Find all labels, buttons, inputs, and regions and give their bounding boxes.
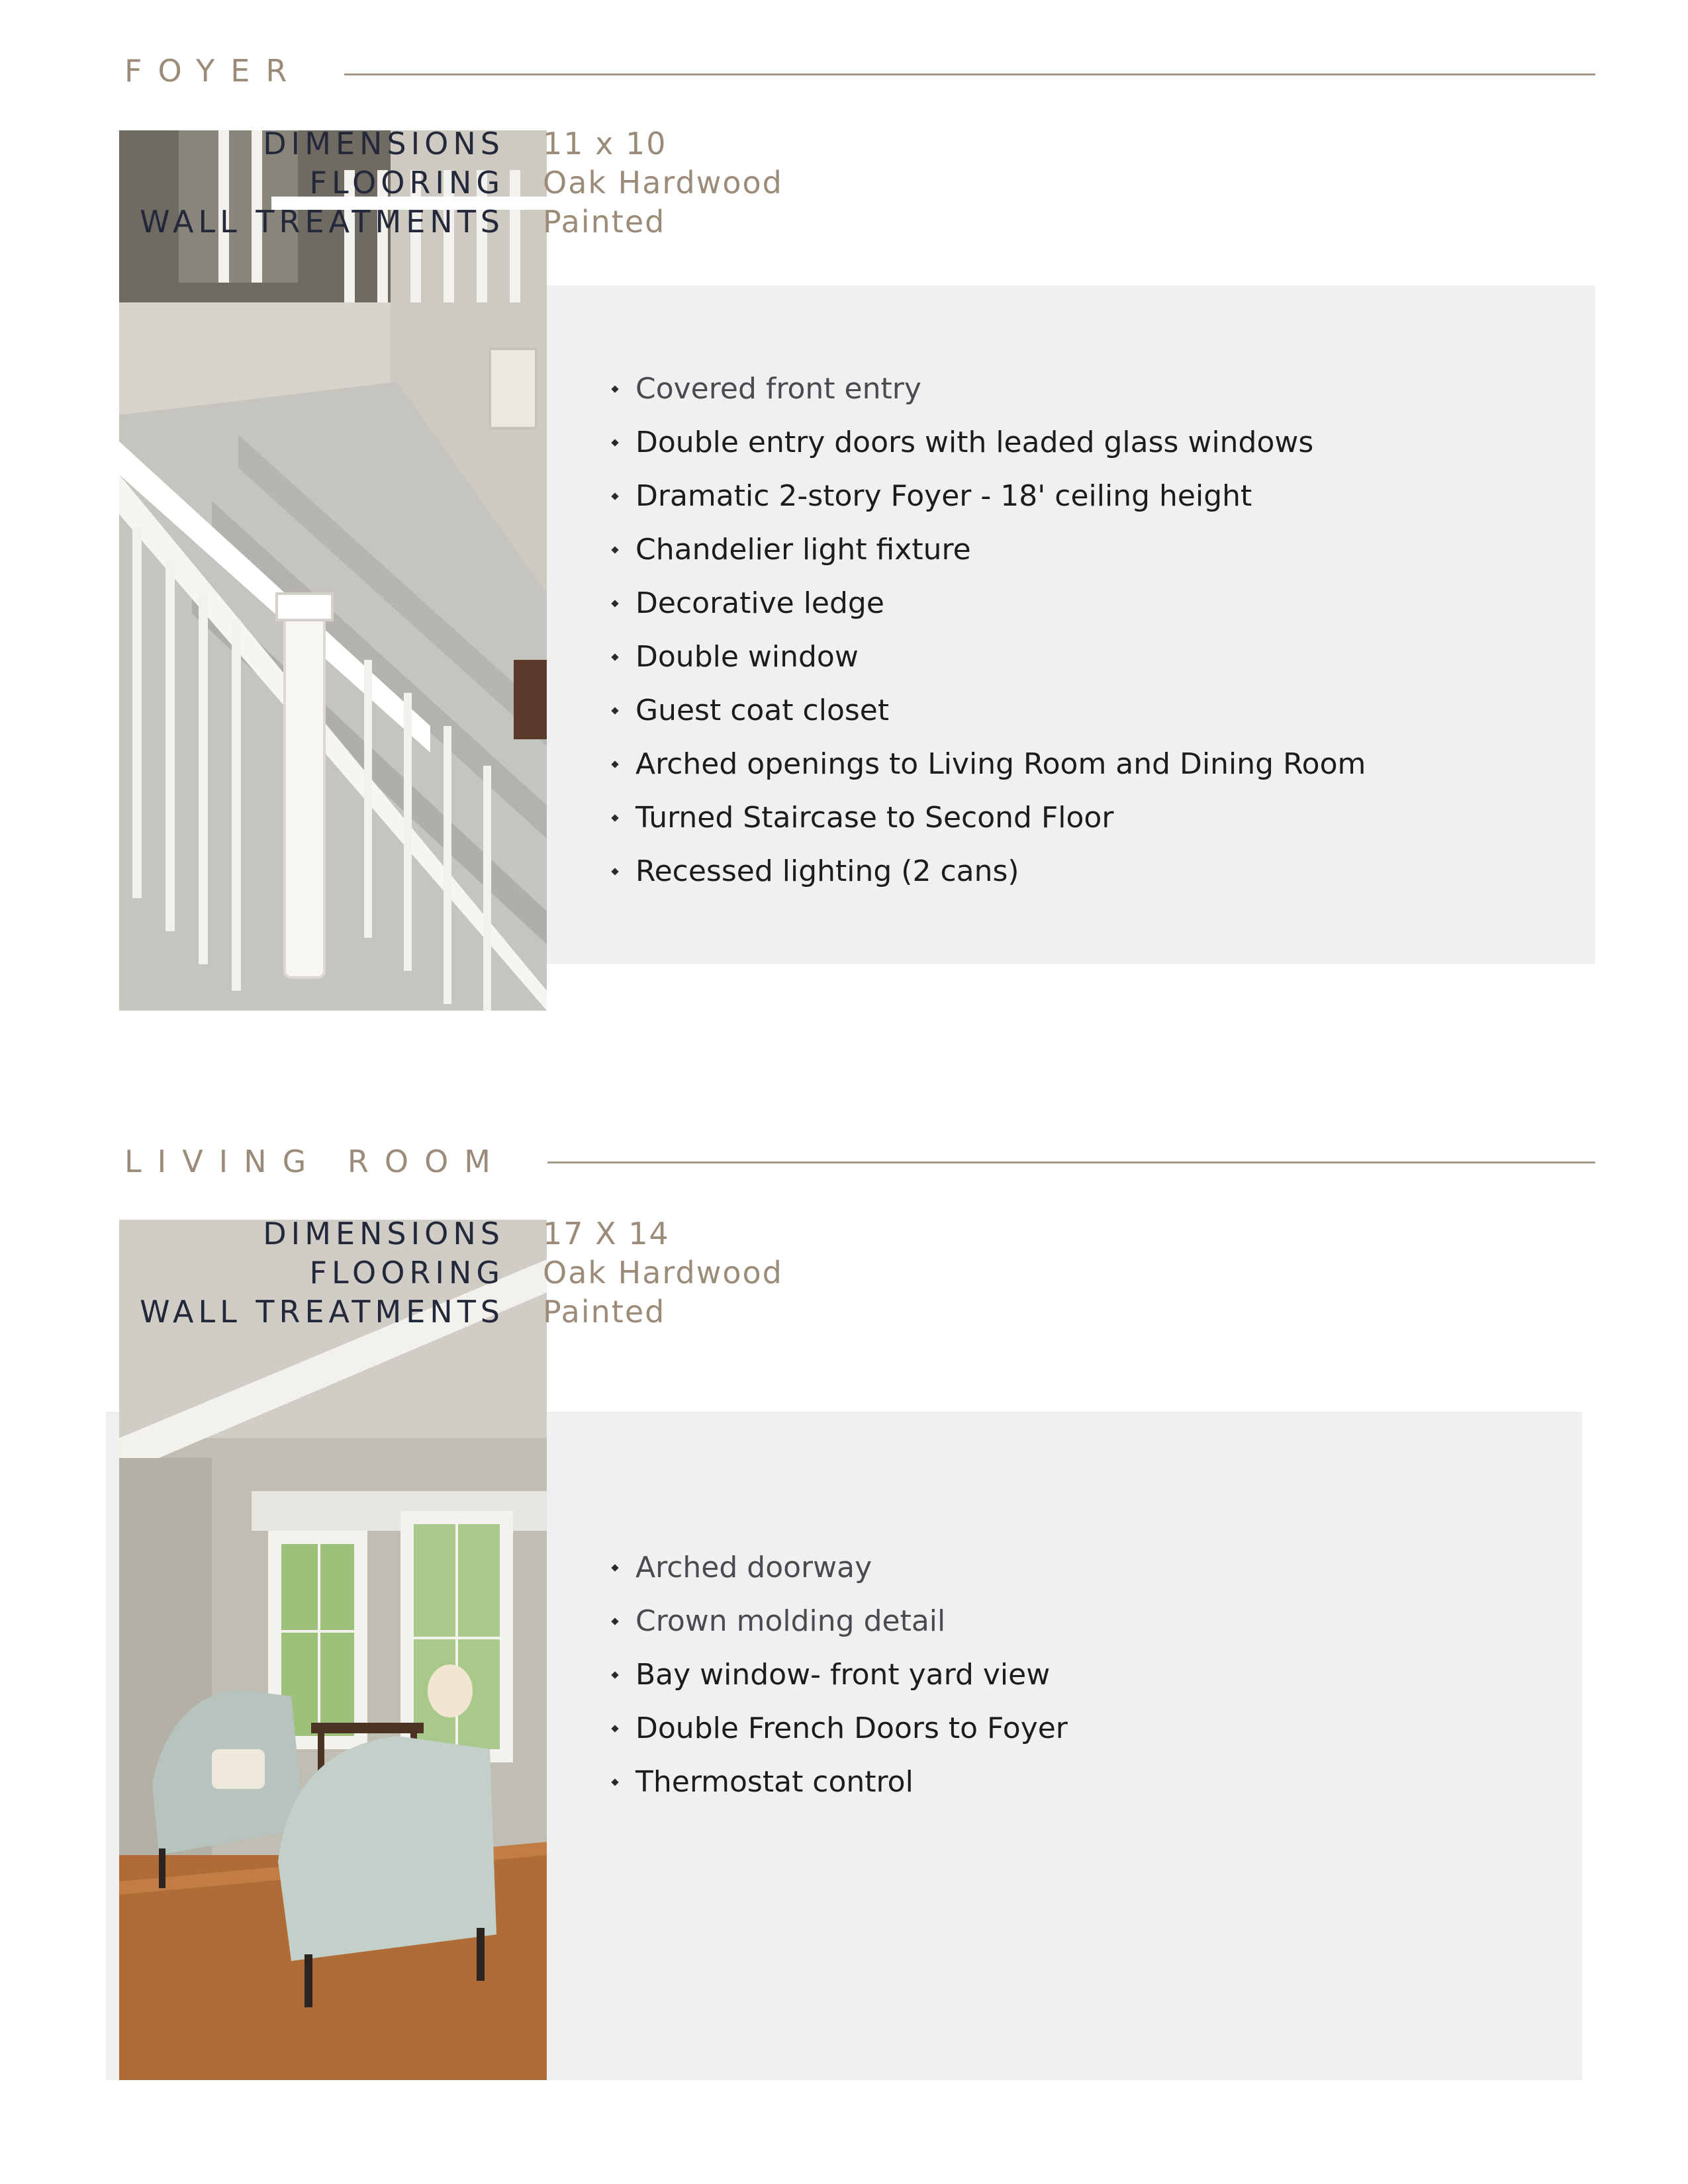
spec-row-dimensions: [0, 1214, 783, 1253]
living-room-specs: [0, 1214, 783, 1332]
list-item: Recessed lighting (2 cans): [612, 844, 1366, 898]
list-item: Crown molding detail: [612, 1594, 1068, 1648]
list-item: Thermostat control: [612, 1755, 1068, 1809]
list-item: Chandelier light fixture: [612, 523, 1366, 576]
spec-row-flooring: [0, 163, 783, 203]
living-room-feature-list: [612, 1541, 1068, 1809]
spec-value: 17 X 14: [543, 1216, 670, 1251]
list-item: Guest coat closet: [612, 684, 1366, 737]
spec-value: Oak Hardwood: [543, 1255, 783, 1291]
spec-row-wall-treatments: [0, 203, 783, 242]
spec-row-flooring: [0, 1253, 783, 1293]
list-item: Arched doorway: [612, 1541, 1068, 1594]
living-room-photo: [119, 1220, 547, 2080]
spec-row-dimensions: [0, 124, 783, 163]
spec-row-wall-treatments: [0, 1293, 783, 1332]
list-item: Double entry doors with leaded glass windows: [612, 416, 1366, 469]
foyer-staircase-photo: [119, 130, 547, 1011]
list-item: Double window: [612, 630, 1366, 684]
list-item: Arched openings to Living Room and Dining Room: [612, 737, 1366, 791]
spec-label: FLOORING: [309, 165, 504, 201]
list-item: Dramatic 2-story Foyer - 18' ceiling height: [612, 469, 1366, 523]
spec-value: 11 x 10: [543, 126, 667, 161]
spec-label: DIMENSIONS: [263, 1216, 504, 1251]
spec-label: WALL TREATMENTS: [140, 204, 504, 240]
section-divider: [547, 1161, 1595, 1163]
list-item: Bay window- front yard view: [612, 1648, 1068, 1702]
section-title-living-room: LIVING ROOM: [124, 1144, 506, 1179]
list-item: Turned Staircase to Second Floor: [612, 791, 1366, 844]
spec-label: FLOORING: [309, 1255, 504, 1291]
section-divider: [344, 73, 1595, 75]
list-item: Decorative ledge: [612, 576, 1366, 630]
spec-value: Oak Hardwood: [543, 165, 783, 201]
foyer-feature-list: [612, 362, 1366, 898]
list-item: Double French Doors to Foyer: [612, 1702, 1068, 1755]
spec-label: DIMENSIONS: [263, 126, 504, 161]
foyer-specs: [0, 124, 783, 242]
section-title-foyer: FOYER: [124, 53, 303, 89]
spec-value: Painted: [543, 1294, 666, 1330]
list-item: Covered front entry: [612, 362, 1366, 416]
spec-label: WALL TREATMENTS: [140, 1294, 504, 1330]
spec-value: Painted: [543, 204, 666, 240]
